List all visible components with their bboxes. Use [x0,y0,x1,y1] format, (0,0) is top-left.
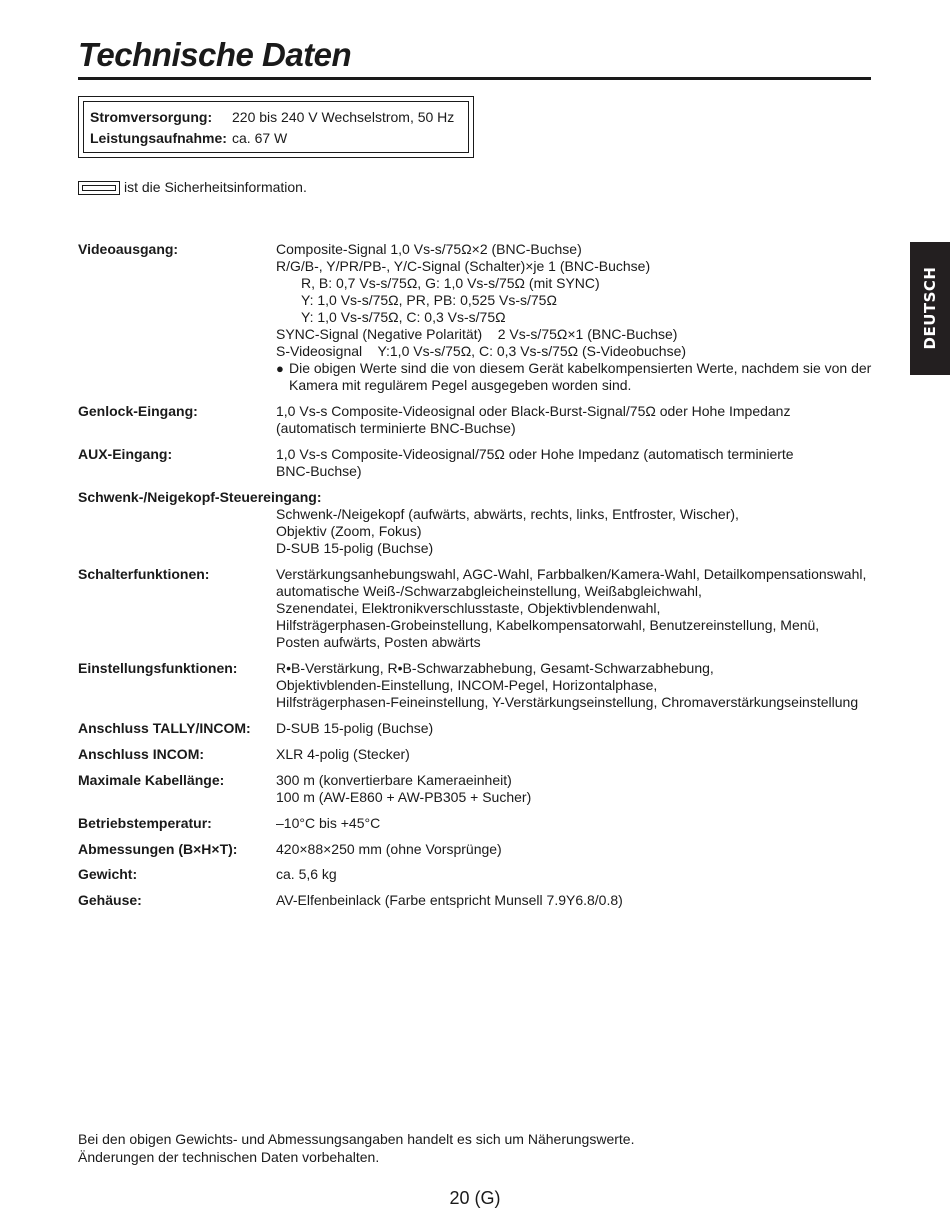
switch-functions-line: automatische Weiß-/Schwarzabgleicheinstellung, Weißabgleichwahl, [276,583,702,599]
settings-functions-label: Einstellungsfunktionen: [78,660,238,676]
bullet-icon: ● [276,361,284,376]
tally-incom-label: Anschluss TALLY/INCOM: [78,720,251,736]
video-output-line: R/G/B-, Y/PR/PB-, Y/C-Signal (Schalter)×je 1 (BNC-Buchse) [276,258,651,274]
genlock-input-line: 1,0 Vs-s Composite-Videosignal oder Black-Burst-Signal/75Ω oder Hohe Impedanz [276,403,791,419]
genlock-input-line: (automatisch terminierte BNC-Buchse) [276,420,516,436]
power-spec-box [78,96,474,158]
safety-note-text: ist die Sicherheitsinformation. [124,179,307,195]
settings-functions-line: R•B-Verstärkung, R•B-Schwarzabhebung, Gesamt-Schwarzabhebung, [276,660,714,676]
page-number: 20 (G) [449,1188,501,1208]
operating-temp-value: –10°C bis +45°C [276,815,381,831]
power-consumption-row [90,130,287,146]
operating-temp-label: Betriebstemperatur: [78,815,212,831]
power-supply-row [90,109,454,125]
dimensions-label: Abmessungen (B×H×T): [78,841,238,857]
safety-note [78,179,307,195]
incom-label: Anschluss INCOM: [78,746,205,762]
genlock-input-label: Genlock-Eingang: [78,403,198,419]
weight-label: Gewicht: [78,866,138,882]
aux-input-line: BNC-Buchse) [276,463,362,479]
incom-value: XLR 4-polig (Stecker) [276,746,410,762]
safety-symbol-icon [78,181,120,195]
power-consumption-value: ca. 67 W [232,130,288,146]
footer-note-line: Änderungen der technischen Daten vorbehalten. [78,1149,380,1165]
video-output-line: Y: 1,0 Vs-s/75Ω, C: 0,3 Vs-s/75Ω [301,309,506,325]
switch-functions-line: Verstärkungsanhebungswahl, AGC-Wahl, Farbbalken/Kamera-Wahl, Detailkompensationswahl, [276,566,867,582]
video-output-note: Kamera mit regulärem Pegel ausgegeben worden sind. [289,377,632,393]
video-output-line: S-Videosignal Y:1,0 Vs-s/75Ω, C: 0,3 Vs-s/75Ω (S-Videobuchse) [276,343,687,359]
housing-value: AV-Elfenbeinlack (Farbe entspricht Munsell 7.9Y6.8/0.8) [276,892,623,908]
footer-note-line: Bei den obigen Gewichts- und Abmessungsangaben handelt es sich um Näherungswerte. [78,1131,635,1147]
cable-length-line: 100 m (AW-E860 + AW-PB305 + Sucher) [276,789,532,805]
pan-tilt-input-line: Schwenk-/Neigekopf (aufwärts, abwärts, rechts, links, Entfroster, Wischer), [276,506,739,522]
language-tab [910,242,950,375]
switch-functions-line: Posten aufwärts, Posten abwärts [276,634,481,650]
pan-tilt-input-line: D-SUB 15-polig (Buchse) [276,540,434,556]
cable-length-label: Maximale Kabellänge: [78,772,225,788]
power-supply-value: 220 bis 240 V Wechselstrom, 50 Hz [232,109,455,125]
title-rule [78,77,871,80]
language-tab-label: DEUTSCH [921,266,939,350]
cable-length-line: 300 m (konvertierbare Kameraeinheit) [276,772,512,788]
switch-functions-label: Schalterfunktionen: [78,566,210,582]
aux-input-label: AUX-Eingang: [78,446,173,462]
power-supply-label: Stromversorgung: [90,109,213,125]
aux-input-line: 1,0 Vs-s Composite-Videosignal/75Ω oder Hohe Impedanz (automatisch terminierte [276,446,794,462]
settings-functions-line: Hilfsträgerphasen-Feineinstellung, Y-Verstärkungseinstellung, Chromaverstärkungseinstellung [276,694,859,710]
page-title: Technische Daten [78,36,352,73]
pan-tilt-input-label: Schwenk-/Neigekopf-Steuereingang: [78,489,322,505]
video-output-note: Die obigen Werte sind die von diesem Gerät kabelkompensierten Werte, nachdem sie von der [289,360,872,376]
video-output-line: Composite-Signal 1,0 Vs-s/75Ω×2 (BNC-Buchse) [276,241,582,257]
settings-functions-line: Objektivblenden-Einstellung, INCOM-Pegel, Horizontalphase, [276,677,658,693]
video-output-label: Videoausgang: [78,241,179,257]
weight-value: ca. 5,6 kg [276,866,337,882]
power-spec-inner-frame [83,101,469,153]
power-consumption-label: Leistungsaufnahme: [90,130,227,146]
dimensions-value: 420×88×250 mm (ohne Vorsprünge) [276,841,502,857]
video-output-line: R, B: 0,7 Vs-s/75Ω, G: 1,0 Vs-s/75Ω (mit SYNC) [301,275,600,291]
video-output-line: SYNC-Signal (Negative Polarität) 2 Vs-s/75Ω×1 (BNC-Buchse) [276,326,678,342]
switch-functions-line: Szenendatei, Elektronikverschlusstaste, Objektivblendenwahl, [276,600,661,616]
housing-label: Gehäuse: [78,892,142,908]
pan-tilt-input-line: Objektiv (Zoom, Fokus) [276,523,422,539]
tally-incom-value: D-SUB 15-polig (Buchse) [276,720,434,736]
switch-functions-line: Hilfsträgerphasen-Grobeinstellung, Kabelkompensatorwahl, Benutzereinstellung, Menü, [276,617,820,633]
video-output-line: Y: 1,0 Vs-s/75Ω, PR, PB: 0,525 Vs-s/75Ω [301,292,557,308]
